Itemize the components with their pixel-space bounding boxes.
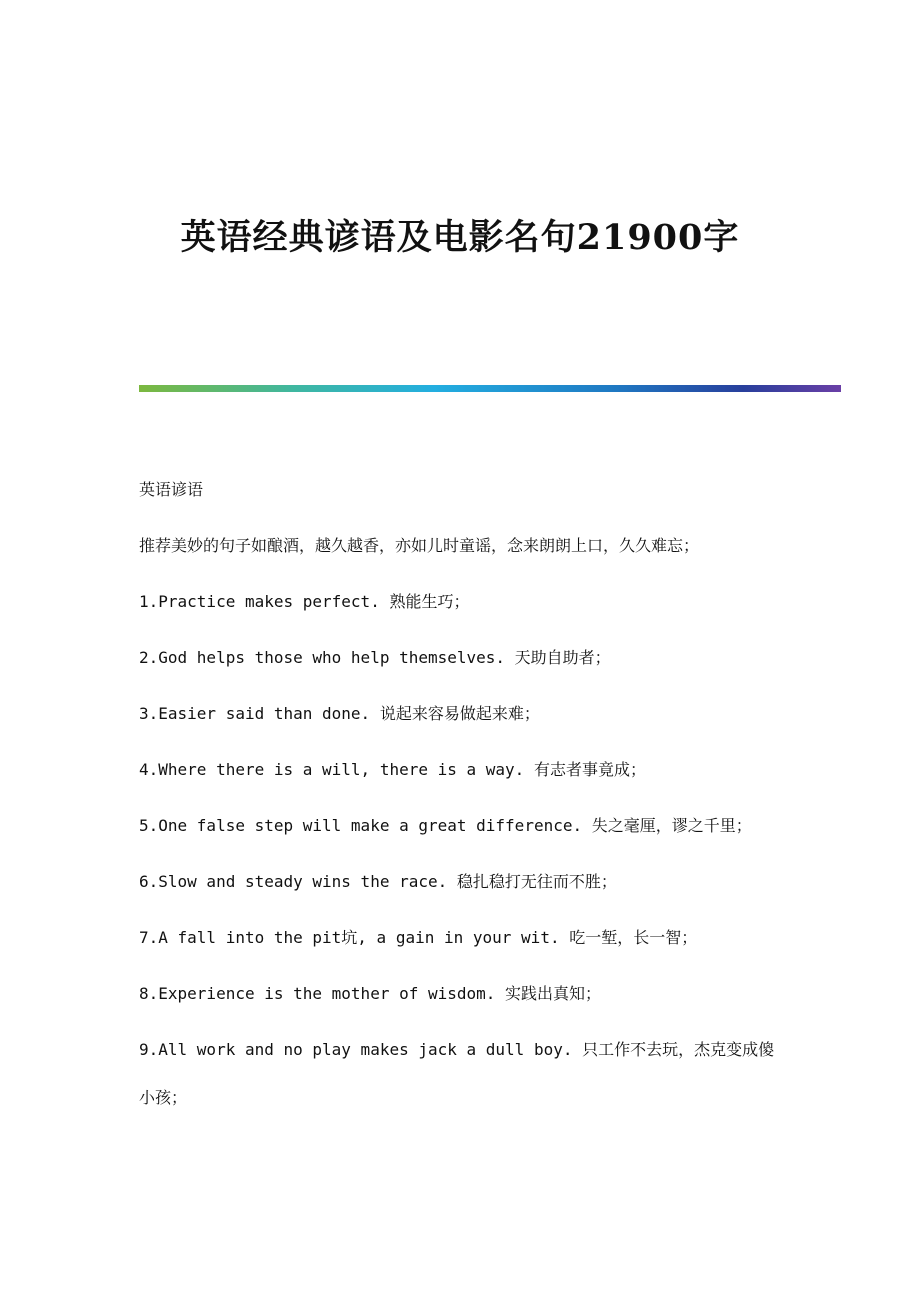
proverb-item: 6.Slow and steady wins the race. 稳扎稳打无往而不胜； xyxy=(139,872,617,891)
proverb-item: 7.A fall into the pit坑, a gain in your wit. 吃一堑，长一智； xyxy=(139,928,698,947)
proverb-item: 3.Easier said than done. 说起来容易做起来难； xyxy=(139,704,540,723)
proverb-item: 1.Practice makes perfect. 熟能生巧； xyxy=(139,592,470,611)
gradient-divider xyxy=(139,385,841,392)
proverb-item: 9.All work and no play makes jack a dull boy. 只工作不去玩，杰克变成傻小孩； xyxy=(139,1040,775,1107)
proverb-item: 4.Where there is a will, there is a way. 有志者事竟成； xyxy=(139,760,646,779)
proverb-item: 8.Experience is the mother of wisdom. 实践出真知； xyxy=(139,984,602,1003)
document-title: 英语经典谚语及电影名句21900字 xyxy=(180,217,740,258)
proverb-item: 2.God helps those who help themselves. 天助自助者； xyxy=(139,648,611,667)
section-heading: 英语谚语 xyxy=(139,480,204,499)
intro-paragraph: 推荐美妙的句子如酿酒，越久越香，亦如儿时童谣，念来朗朗上口，久久难忘； xyxy=(139,536,700,555)
proverb-item: 5.One false step will make a great difference. 失之毫厘，谬之千里； xyxy=(139,816,752,835)
document-body xyxy=(139,466,779,1130)
